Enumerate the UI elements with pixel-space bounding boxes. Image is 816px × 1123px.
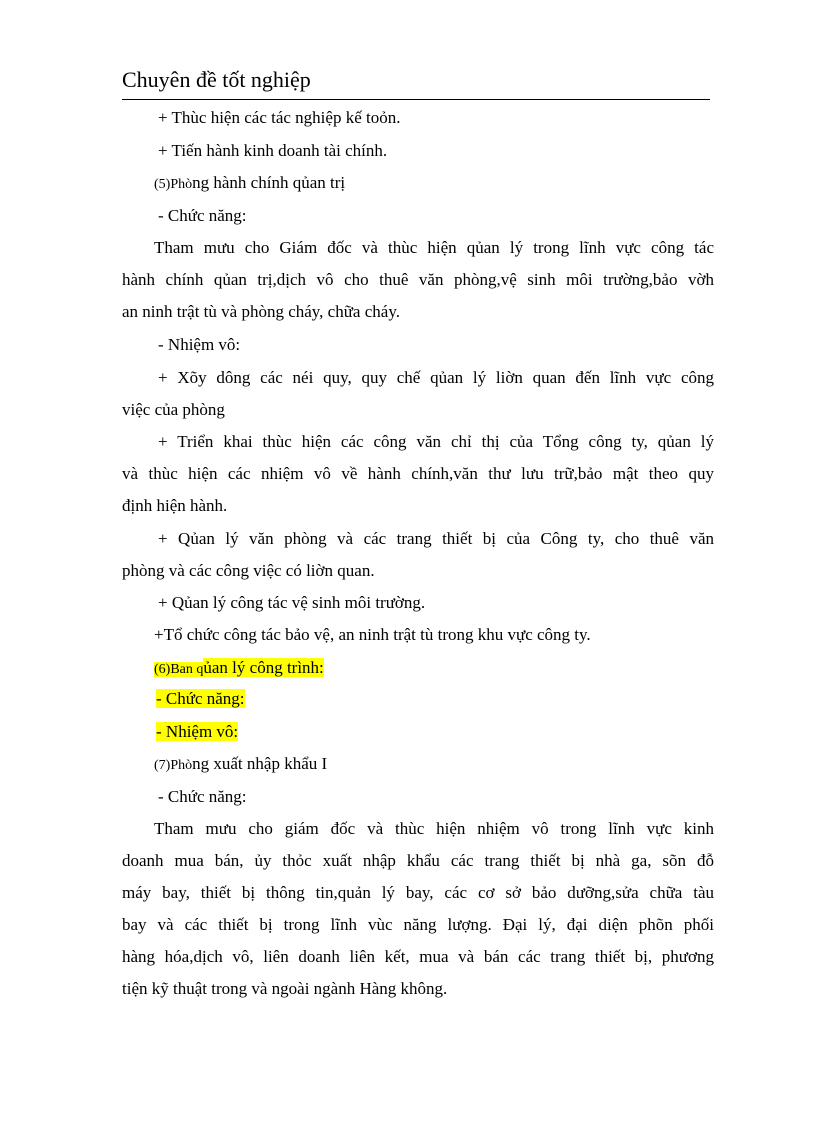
text-line: + Qủan lý công tác vệ sinh môi trường. bbox=[158, 593, 426, 612]
text-line: Tham mưu cho Giám đốc và thùc hiện qủan lý trong lĩnh vực công tác bbox=[154, 238, 714, 257]
text-line: hàng hóa,dịch vô, liên doanh liên kết, mua và bán các trang thiết bị, phương bbox=[122, 947, 714, 966]
section-heading-6 bbox=[154, 657, 324, 681]
text-line: +Tổ chức công tác bảo vệ, an ninh trật tù trong khu vực công ty. bbox=[154, 625, 591, 644]
text-line: máy bay, thiết bị thông tin,quản lý bay, các cơ sở bảo dưỡng,sửa chữa tàu bbox=[122, 883, 714, 902]
section-title: ng xuất nhập khẩu I bbox=[192, 754, 328, 773]
text-line: Tham mưu cho giám đốc và thùc hiện nhiệm vô trong lĩnh vực kinh bbox=[154, 819, 714, 838]
section-number: (5)Phò bbox=[154, 177, 193, 192]
text-line: an ninh trật tù và phòng cháy, chữa cháy. bbox=[122, 302, 400, 321]
text-line bbox=[156, 688, 245, 710]
section-heading-5 bbox=[154, 172, 345, 196]
text-line: - Nhiệm vô: bbox=[158, 335, 241, 354]
text-line: + Qủan lý văn phòng và các trang thiết bị của Công ty, cho thuê văn bbox=[158, 529, 714, 548]
text-line: và thùc hiện các nhiệm vô về hành chính,văn thư lưu trữ,bảo mật theo quy bbox=[122, 464, 714, 483]
section-heading-7 bbox=[154, 753, 327, 777]
highlighted-text: - Chức năng: bbox=[156, 689, 245, 708]
text-line: + Triển khai thùc hiện các công văn chỉ thị của Tổng công ty, qủan lý bbox=[158, 432, 714, 451]
text-line bbox=[156, 721, 238, 743]
highlighted-text: - Nhiệm vô: bbox=[156, 722, 239, 741]
text-line: + Thùc hiện các tác nghiệp kế toỏn. bbox=[158, 108, 401, 127]
section-number: (6)Ban q bbox=[154, 662, 204, 677]
header-divider bbox=[122, 99, 710, 100]
section-number: (7)Phò bbox=[154, 758, 193, 773]
text-line: việc của phòng bbox=[122, 400, 225, 419]
text-line: + Xõy dông các néi quy, quy chế qủan lý liờn quan đến lĩnh vực công bbox=[158, 368, 714, 387]
text-line: phòng và các công việc có liờn quan. bbox=[122, 561, 375, 580]
text-line: bay và các thiết bị trong lĩnh vùc năng lượng. Đại lý, đại diện phõn phối bbox=[122, 915, 714, 934]
page-header-title: Chuyên đề tốt nghiệp bbox=[122, 67, 311, 92]
text-line: + Tiến hành kinh doanh tài chính. bbox=[158, 141, 388, 160]
text-line: hành chính qủan trị,dịch vô cho thuê văn phòng,vệ sinh môi trường,bảo vờh bbox=[122, 270, 714, 289]
section-title: ng hành chính qủan trị bbox=[192, 173, 346, 192]
section-title: ủan lý công trình: bbox=[203, 658, 324, 677]
text-line: tiện kỹ thuật trong và ngoài ngành Hàng không. bbox=[122, 979, 448, 998]
text-line: - Chức năng: bbox=[158, 787, 247, 806]
text-line: định hiện hành. bbox=[122, 496, 228, 515]
text-line: doanh mua bán, ủy thỏc xuất nhập khẩu các trang thiết bị nhà ga, sõn đỗ bbox=[122, 851, 714, 870]
text-line: - Chức năng: bbox=[158, 206, 247, 225]
